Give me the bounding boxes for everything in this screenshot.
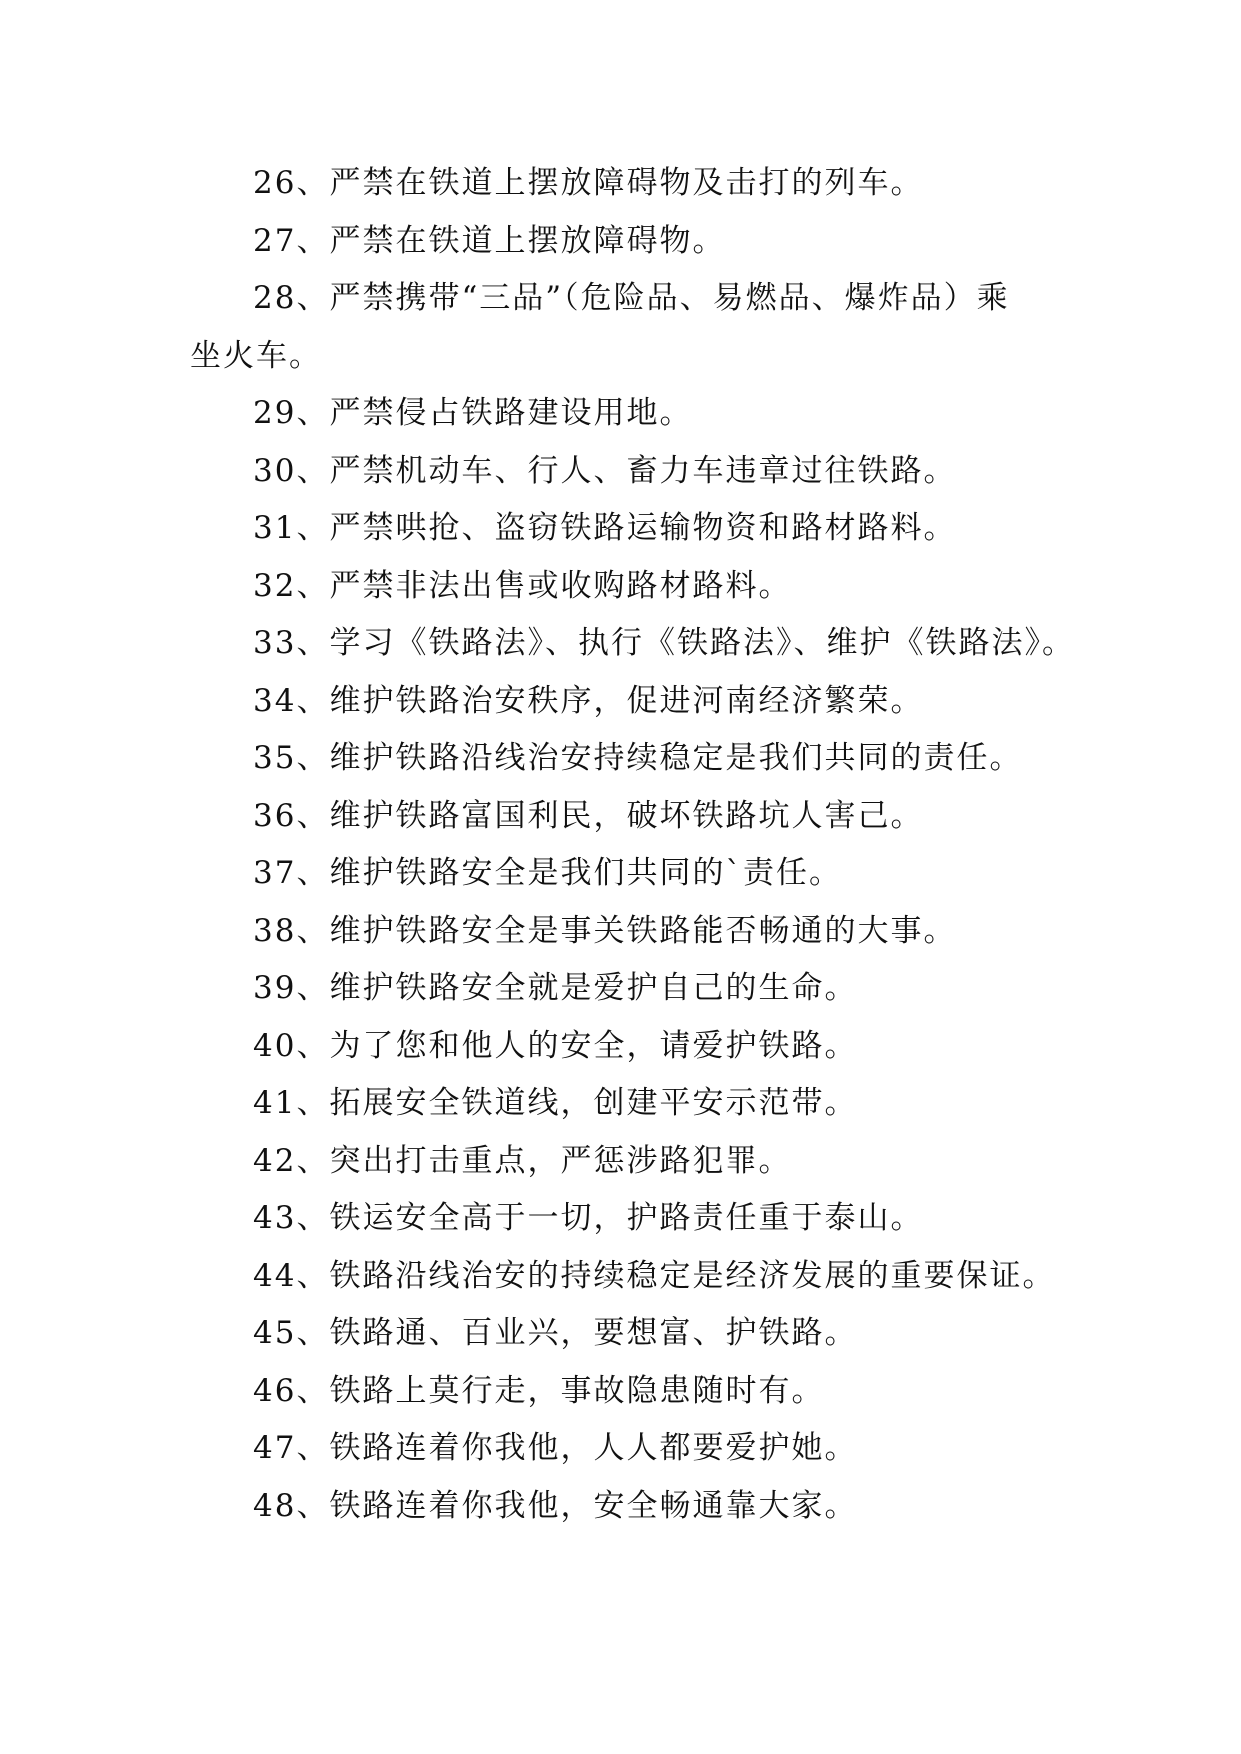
list-item: 32、严禁非法出售或收购路材路料。 <box>253 567 792 604</box>
list-item: 28、严禁携带“三品”（危险品、易燃品、爆炸品）乘 <box>253 280 1010 316</box>
slogan-list <box>190 155 1075 1535</box>
list-item: 38、维护铁路安全是事关铁路能否畅通的大事。 <box>253 912 957 949</box>
list-item: 44、铁路沿线治安的持续稳定是经济发展的重要保证。 <box>253 1257 1056 1294</box>
list-item: 40、为了您和他人的安全，请爱护铁路。 <box>253 1027 858 1064</box>
list-item: 36、维护铁路富国利民，破坏铁路坑人害己。 <box>253 797 924 834</box>
list-item: 46、铁路上莫行走，事故隐患随时有。 <box>253 1372 825 1409</box>
list-item: 30、严禁机动车、行人、畜力车违章过往铁路。 <box>253 452 957 489</box>
list-item: 26、严禁在铁道上摆放障碍物及击打的列车。 <box>253 165 924 201</box>
list-item: 39、维护铁路安全就是爱护自己的生命。 <box>253 970 858 1006</box>
list-item: 43、铁运安全高于一切，护路责任重于泰山。 <box>253 1200 924 1236</box>
list-item: 42、突出打击重点，严惩涉路犯罪。 <box>253 1142 792 1179</box>
list-item: 33、学习《铁路法》、执行《铁路法》、维护《铁路法》。 <box>253 625 1075 661</box>
list-item: 47、铁路连着你我他，人人都要爱护她。 <box>253 1430 858 1466</box>
list-item: 29、严禁侵占铁路建设用地。 <box>253 395 693 431</box>
list-item: 31、严禁哄抢、盗窃铁路运输物资和路材路料。 <box>253 510 957 546</box>
list-item-continuation: 坐火车。 <box>190 337 322 374</box>
list-item: 37、维护铁路安全是我们共同的`责任。 <box>253 855 842 891</box>
list-item: 41、拓展安全铁道线，创建平安示范带。 <box>253 1085 858 1121</box>
list-item: 48、铁路连着你我他，安全畅通靠大家。 <box>253 1487 858 1524</box>
list-item: 35、维护铁路沿线治安持续稳定是我们共同的责任。 <box>253 740 1023 776</box>
list-item: 45、铁路通、百业兴，要想富、护铁路。 <box>253 1315 858 1351</box>
list-item: 27、严禁在铁道上摆放障碍物。 <box>253 222 726 259</box>
list-item: 34、维护铁路治安秩序，促进河南经济繁荣。 <box>253 682 924 719</box>
